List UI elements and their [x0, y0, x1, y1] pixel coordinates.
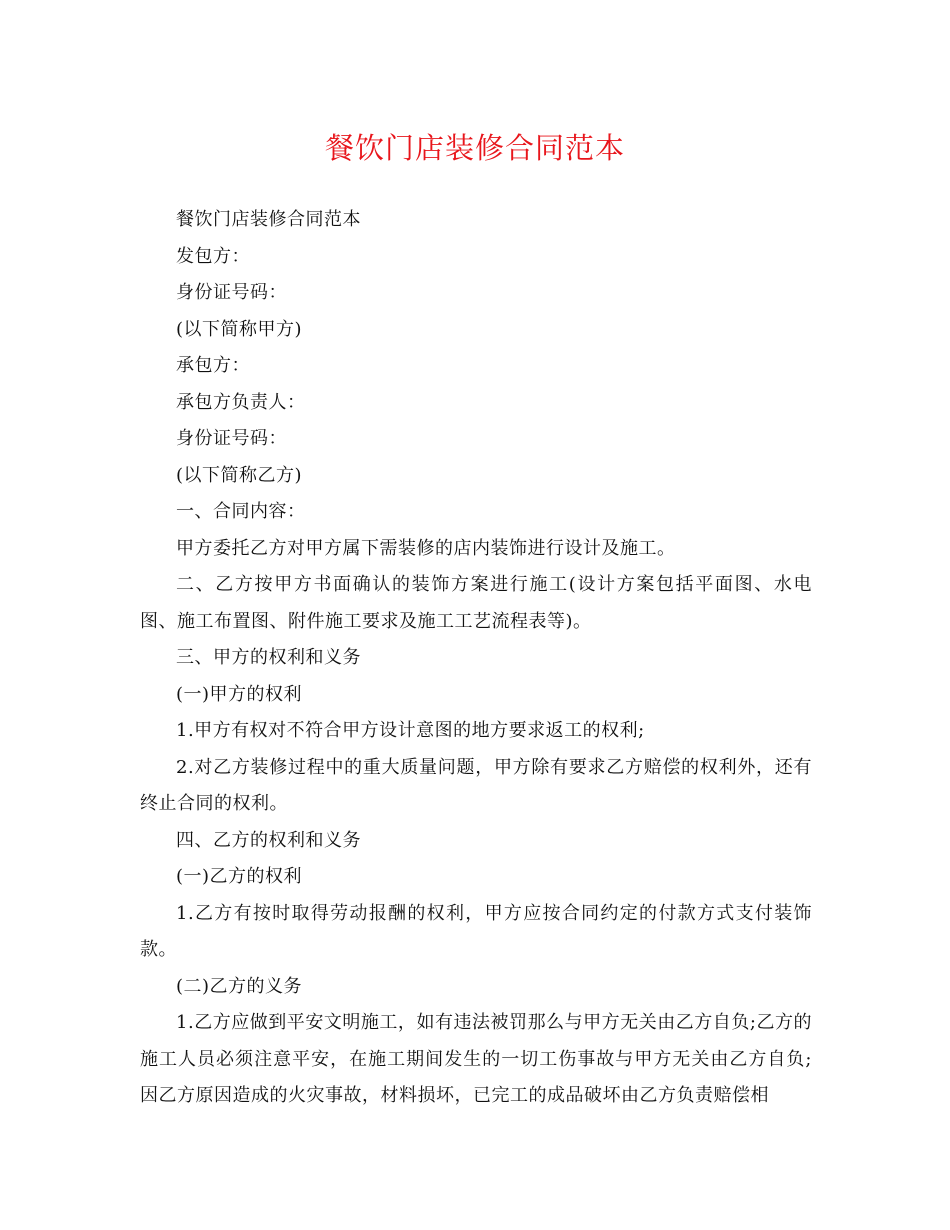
paragraph-contractor-id: 身份证号码：	[176, 428, 287, 449]
subsection-heading: (一)甲方的权利	[176, 683, 303, 705]
document-title: 餐饮门店装修合同范本	[324, 131, 625, 165]
subsection-heading: (一)乙方的权利	[176, 866, 303, 887]
paragraph: 甲方委托乙方对甲方属下需装修的店内装饰进行设计及施工。	[176, 537, 676, 559]
paragraph-contractor-lead: 承包方负责人：	[176, 391, 306, 413]
paragraph-party-b-note: (以下简称乙方)	[176, 464, 303, 486]
paragraph-employer: 发包方：	[176, 245, 250, 267]
paragraph: 1.乙方应做到平安文明施工，如有违法被罚那么与甲方无关由乙方自负;乙方的施工人员必须注意平安，在施工期间发生的一切工伤事故与甲方无关由乙方自负;因乙方原因造成的火灾事故，材料损坏，已完工的成品破坏由乙方负责赔偿相	[140, 1012, 812, 1106]
paragraph-employer-id: 身份证号码：	[176, 282, 287, 303]
section-heading-3: 三、甲方的权利和义务	[176, 647, 361, 668]
subsection-heading: (二)乙方的义务	[176, 975, 303, 997]
paragraph: 1.甲方有权对不符合甲方设计意图的地方要求返工的权利;	[176, 720, 645, 741]
paragraph: 1.乙方有按时取得劳动报酬的权利，甲方应按合同约定的付款方式支付装饰款。	[140, 902, 812, 960]
paragraph: 2.对乙方装修过程中的重大质量问题，甲方除有要求乙方赔偿的权利外，还有终止合同的权利。	[140, 756, 812, 814]
paragraph-contractor: 承包方：	[176, 355, 250, 376]
document-body	[140, 202, 812, 1115]
paragraph-party-a-note: (以下简称甲方)	[176, 318, 303, 340]
section-heading-4: 四、乙方的权利和义务	[176, 829, 361, 851]
section-heading-1: 一、合同内容：	[176, 501, 306, 522]
paragraph: 二、乙方按甲方书面确认的装饰方案进行施工(设计方案包括平面图、水电图、施工布置图、附件施工要求及施工工艺流程表等)。	[140, 574, 812, 632]
paragraph-subtitle: 餐饮门店装修合同范本	[176, 209, 361, 230]
